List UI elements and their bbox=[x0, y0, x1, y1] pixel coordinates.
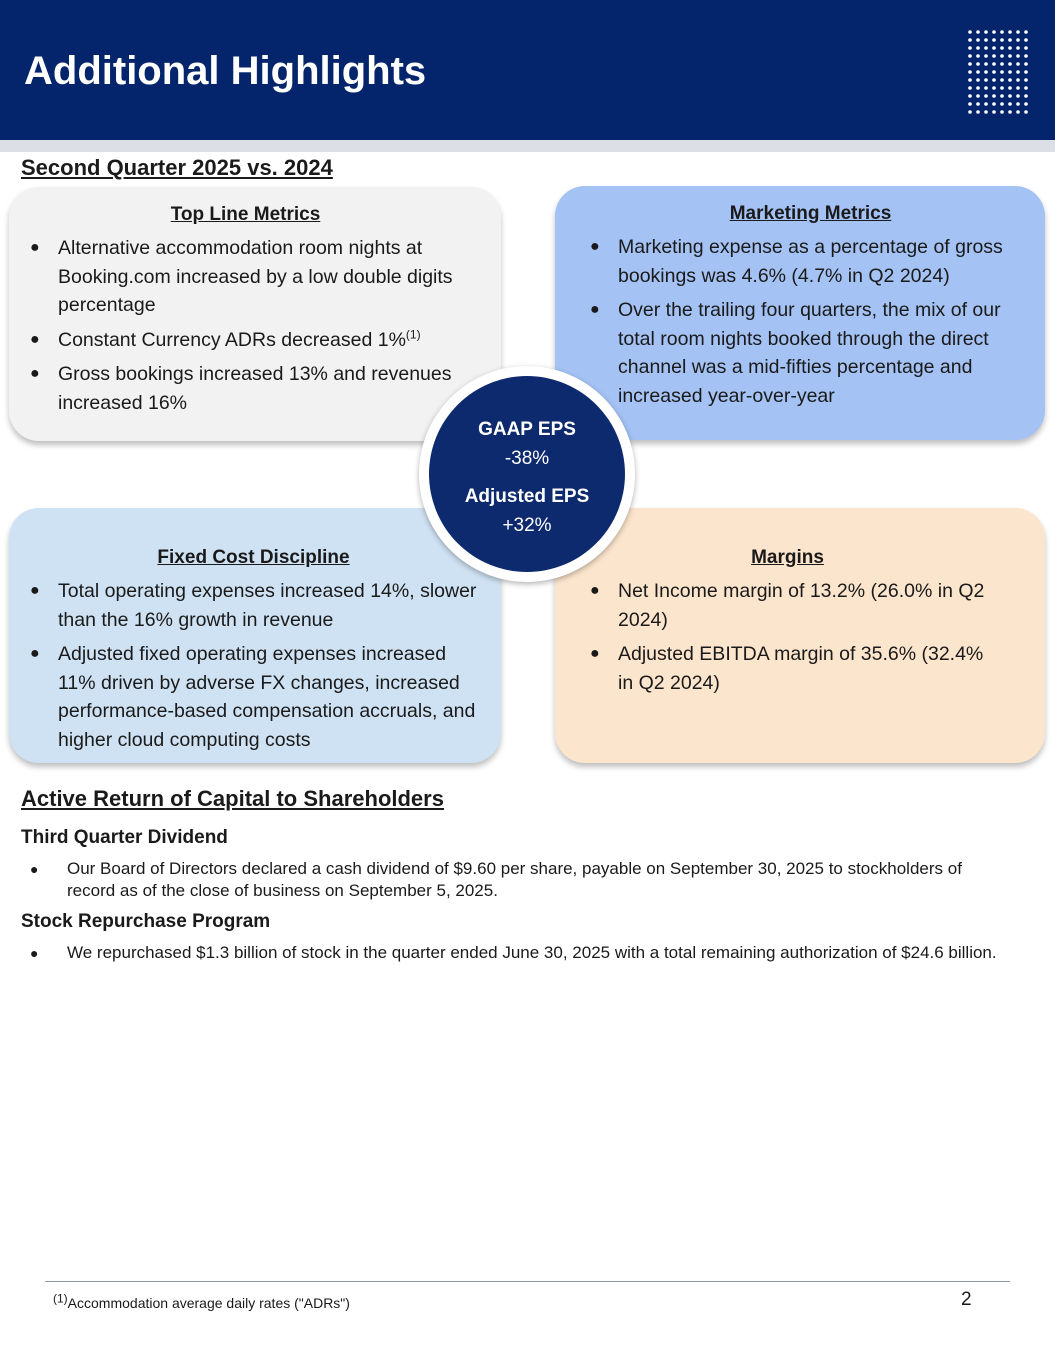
footer-divider bbox=[45, 1281, 1010, 1282]
list-item: ● We repurchased $1.3 billion of stock in the quarter ended June 30, 2025 with a total remaining authorization of $24.6 billion. bbox=[30, 942, 1010, 964]
margins-list bbox=[590, 577, 985, 697]
fixed-cost-discipline-title: Fixed Cost Discipline bbox=[157, 547, 350, 568]
list-item: ● Adjusted fixed operating expenses increased 11% driven by adverse FX changes, increased performance-based compensation accruals, and higher cloud computing costs bbox=[30, 640, 477, 754]
list-item: ● Alternative accommodation room nights at Booking.com increased by a low double digits percentage bbox=[30, 234, 461, 320]
top-line-metrics-list bbox=[30, 234, 461, 417]
footnote: (1)Accommodation average daily rates ("ADRs") bbox=[53, 1291, 350, 1311]
gaap-eps-label: GAAP EPS bbox=[478, 419, 576, 440]
list-item: ● Marketing expense as a percentage of gross bookings was 4.6% (4.7% in Q2 2024) bbox=[590, 233, 1031, 290]
marketing-metrics-card bbox=[555, 186, 1045, 440]
list-item: ● Total operating expenses increased 14%, slower than the 16% growth in revenue bbox=[30, 577, 477, 634]
top-line-metrics-title: Top Line Metrics bbox=[170, 204, 321, 225]
eps-badge bbox=[419, 366, 635, 582]
list-item: ● Our Board of Directors declared a cash dividend of $9.60 per share, payable on September 30, 2025 to stockholders of record as of the close of business on September 5, 2025. bbox=[30, 858, 1010, 902]
marketing-metrics-list bbox=[590, 233, 1031, 410]
list-item: ● Over the trailing four quarters, the mix of our total room nights booked through the direct channel was a mid-fifties percentage and increased year-over-year bbox=[590, 296, 1031, 410]
page-number: 2 bbox=[961, 1289, 972, 1310]
header-divider bbox=[0, 140, 1055, 152]
adjusted-eps-label: Adjusted EPS bbox=[464, 486, 590, 507]
margins-card bbox=[555, 508, 1045, 763]
header-banner bbox=[0, 0, 1055, 140]
top-line-metrics-card bbox=[9, 187, 501, 441]
margins-title: Margins bbox=[751, 547, 824, 568]
adjusted-eps-value: +32% bbox=[502, 515, 552, 536]
dividend-list bbox=[30, 858, 1010, 902]
capital-return-heading: Active Return of Capital to Shareholders bbox=[21, 786, 444, 811]
marketing-metrics-title: Marketing Metrics bbox=[729, 203, 892, 224]
list-item: ● Gross bookings increased 13% and revenues increased 16% bbox=[30, 360, 461, 417]
fixed-cost-discipline-card bbox=[9, 508, 501, 763]
list-item: ● Adjusted EBITDA margin of 35.6% (32.4% in Q2 2024) bbox=[590, 640, 985, 697]
footnote-marker: (1) bbox=[405, 327, 421, 341]
comparison-heading: Second Quarter 2025 vs. 2024 bbox=[21, 155, 333, 180]
eps-circle bbox=[429, 376, 625, 572]
dot-grid-icon bbox=[966, 28, 1030, 114]
gaap-eps-value: -38% bbox=[504, 448, 550, 469]
list-item: ● Constant Currency ADRs decreased 1%$^{(1)}$ bbox=[30, 326, 461, 355]
dividend-heading: Third Quarter Dividend bbox=[21, 827, 228, 848]
footnote-marker: (1) bbox=[53, 1291, 68, 1306]
list-item: ● Net Income margin of 13.2% (26.0% in Q2 2024) bbox=[590, 577, 985, 634]
fixed-cost-discipline-list bbox=[30, 577, 477, 754]
repurchase-list bbox=[30, 942, 1010, 964]
page-title: Additional Highlights bbox=[24, 49, 427, 93]
repurchase-heading: Stock Repurchase Program bbox=[21, 911, 271, 932]
